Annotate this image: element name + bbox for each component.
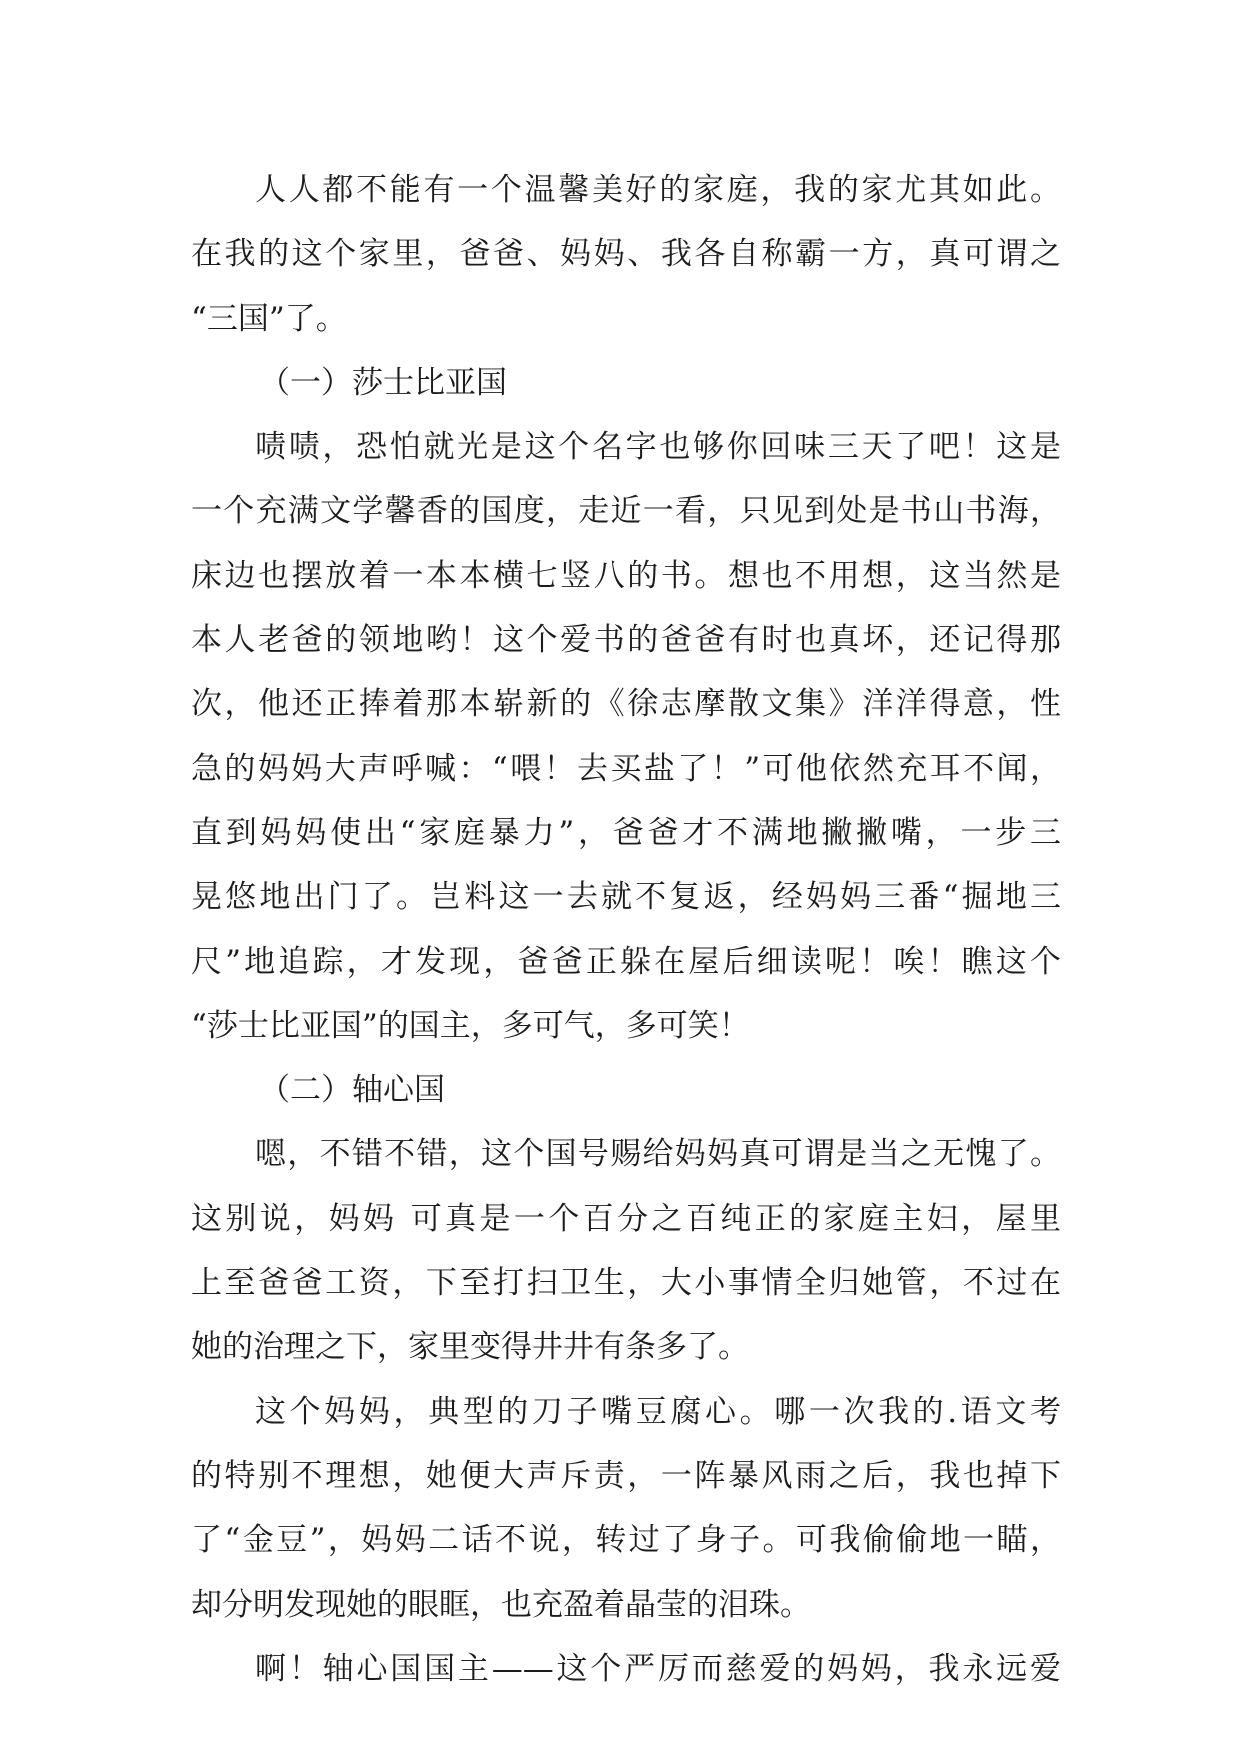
text-line: 她的治理之下，家里变得井井有条多了。 bbox=[191, 1329, 749, 1366]
text-line: 却分明发现她的眼眶，也充盈着晶莹的泪珠。 bbox=[191, 1586, 811, 1623]
text-line: “莎士比亚国”的国主，多可气，多可笑！ bbox=[191, 1007, 750, 1044]
text-line: 人人都不能有一个温馨美好的家庭，我的家尤其如此。 bbox=[255, 172, 1061, 208]
text-line: 尺”地追踪，才发现，爸爸正躲在屋后细读呢！唉！瞧这个 bbox=[191, 943, 1061, 980]
text-line: 这个妈妈，典型的刀子嘴豆腐心。哪一次我的.语文考 bbox=[255, 1393, 1061, 1430]
text-line: 本人老爸的领地哟！这个爱书的爸爸有时也真坏，还记得那 bbox=[191, 622, 1061, 659]
text-line: 这别说，妈妈 可真是一个百分之百纯正的家庭主妇，屋里 bbox=[191, 1200, 1061, 1237]
section-heading: （一）莎士比亚国 bbox=[259, 364, 507, 401]
text-line: 次，他还正捧着那本崭新的《徐志摩散文集》洋洋得意，性 bbox=[191, 686, 1061, 723]
text-line: 了“金豆”，妈妈二话不说，转过了身子。可我偷偷地一瞄， bbox=[191, 1522, 1061, 1559]
essay-body bbox=[191, 158, 1061, 1701]
text-line: “三国”了。 bbox=[191, 300, 347, 337]
text-line: 上至爸爸工资，下至打扫卫生，大小事情全归她管，不过在 bbox=[191, 1265, 1061, 1302]
text-line: 直到妈妈使出“家庭暴力”，爸爸才不满地撇撇嘴，一步三 bbox=[191, 814, 1061, 851]
text-line: 床边也摆放着一本本横七竖八的书。想也不用想，这当然是 bbox=[191, 557, 1061, 594]
text-line: 晃悠地出门了。岂料这一去就不复返，经妈妈三番“掘地三 bbox=[191, 879, 1061, 916]
text-line: 嗯，不错不错，这个国号赐给妈妈真可谓是当之无愧了。 bbox=[255, 1136, 1061, 1173]
text-line: 在我的这个家里，爸爸、妈妈、我各自称霸一方，真可谓之 bbox=[191, 236, 1061, 273]
text-line: 急的妈妈大声呼喊：“喂！去买盐了！”可他依然充耳不闻， bbox=[191, 750, 1061, 787]
text-line: 一个充满文学馨香的国度，走近一看，只见到处是书山书海， bbox=[191, 493, 1061, 530]
text-line: 啊！轴心国国主——这个严厉而慈爱的妈妈，我永远爱 bbox=[255, 1650, 1061, 1687]
section-heading: （二）轴心国 bbox=[259, 1072, 445, 1109]
text-line: 的特别不理想，她便大声斥责，一阵暴风雨之后，我也掉下 bbox=[191, 1457, 1061, 1494]
text-line: 啧啧，恐怕就光是这个名字也够你回味三天了吧！这是 bbox=[255, 429, 1061, 466]
